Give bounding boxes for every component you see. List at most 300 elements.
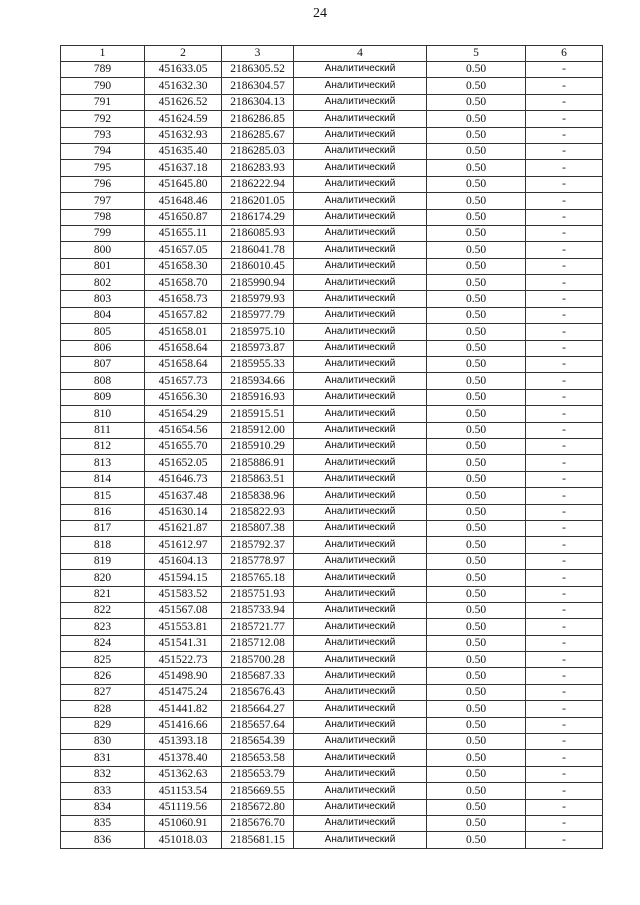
cell-y-coordinate: 2185807.38 (222, 520, 294, 536)
cell-y-coordinate: 2185822.93 (222, 504, 294, 520)
cell-accuracy: 0.50 (427, 471, 526, 487)
cell-accuracy: 0.50 (427, 307, 526, 323)
cell-y-coordinate: 2186304.57 (222, 78, 294, 94)
cell-point-number: 799 (61, 225, 145, 241)
cell-y-coordinate: 2186010.45 (222, 258, 294, 274)
cell-accuracy: 0.50 (427, 258, 526, 274)
column-header-y-coordinate: 3 (222, 46, 294, 62)
cell-y-coordinate: 2185886.91 (222, 455, 294, 471)
cell-accuracy: 0.50 (427, 717, 526, 733)
table-row (61, 94, 603, 110)
table-row (61, 143, 603, 159)
table-row (61, 766, 603, 782)
cell-method: Аналитический (294, 324, 427, 340)
cell-x-coordinate: 451637.18 (145, 160, 222, 176)
cell-y-coordinate: 2185778.97 (222, 553, 294, 569)
cell-x-coordinate: 451630.14 (145, 504, 222, 520)
cell-method: Аналитический (294, 553, 427, 569)
cell-y-coordinate: 2185934.66 (222, 373, 294, 389)
table-row (61, 783, 603, 799)
cell-method: Аналитический (294, 799, 427, 815)
cell-accuracy: 0.50 (427, 275, 526, 291)
table-row (61, 258, 603, 274)
table-row (61, 717, 603, 733)
cell-method: Аналитический (294, 504, 427, 520)
cell-x-coordinate: 451060.91 (145, 815, 222, 831)
cell-method: Аналитический (294, 783, 427, 799)
cell-accuracy: 0.50 (427, 570, 526, 586)
cell-x-coordinate: 451498.90 (145, 668, 222, 684)
cell-point-number: 814 (61, 471, 145, 487)
cell-description: - (526, 357, 603, 373)
cell-method: Аналитический (294, 668, 427, 684)
table-row (61, 602, 603, 618)
table-row (61, 586, 603, 602)
cell-x-coordinate: 451393.18 (145, 734, 222, 750)
cell-method: Аналитический (294, 766, 427, 782)
table-row (61, 504, 603, 520)
cell-point-number: 815 (61, 488, 145, 504)
cell-accuracy: 0.50 (427, 734, 526, 750)
table-row (61, 340, 603, 356)
table-row (61, 619, 603, 635)
cell-y-coordinate: 2186085.93 (222, 225, 294, 241)
table-row (61, 111, 603, 127)
cell-x-coordinate: 451362.63 (145, 766, 222, 782)
cell-x-coordinate: 451522.73 (145, 652, 222, 668)
cell-x-coordinate: 451633.05 (145, 62, 222, 78)
cell-method: Аналитический (294, 225, 427, 241)
table-row (61, 553, 603, 569)
cell-x-coordinate: 451553.81 (145, 619, 222, 635)
cell-description: - (526, 471, 603, 487)
cell-method: Аналитический (294, 357, 427, 373)
cell-method: Аналитический (294, 602, 427, 618)
cell-point-number: 804 (61, 307, 145, 323)
cell-description: - (526, 111, 603, 127)
cell-y-coordinate: 2185955.33 (222, 357, 294, 373)
table-row (61, 799, 603, 815)
cell-description: - (526, 193, 603, 209)
cell-y-coordinate: 2186222.94 (222, 176, 294, 192)
cell-y-coordinate: 2185672.80 (222, 799, 294, 815)
cell-method: Аналитический (294, 209, 427, 225)
cell-description: - (526, 701, 603, 717)
cell-description: - (526, 422, 603, 438)
table-row (61, 389, 603, 405)
table-row (61, 209, 603, 225)
cell-x-coordinate: 451594.15 (145, 570, 222, 586)
cell-x-coordinate: 451658.73 (145, 291, 222, 307)
cell-description: - (526, 750, 603, 766)
cell-point-number: 825 (61, 652, 145, 668)
cell-x-coordinate: 451657.73 (145, 373, 222, 389)
cell-method: Аналитический (294, 717, 427, 733)
cell-description: - (526, 668, 603, 684)
cell-method: Аналитический (294, 78, 427, 94)
cell-method: Аналитический (294, 275, 427, 291)
table-row (61, 291, 603, 307)
cell-description: - (526, 438, 603, 454)
cell-y-coordinate: 2185669.55 (222, 783, 294, 799)
cell-y-coordinate: 2185910.29 (222, 438, 294, 454)
cell-y-coordinate: 2185654.39 (222, 734, 294, 750)
cell-description: - (526, 373, 603, 389)
cell-x-coordinate: 451604.13 (145, 553, 222, 569)
cell-description: - (526, 127, 603, 143)
table-row (61, 684, 603, 700)
table-row (61, 570, 603, 586)
table-row (61, 127, 603, 143)
cell-method: Аналитический (294, 684, 427, 700)
cell-point-number: 818 (61, 537, 145, 553)
cell-x-coordinate: 451648.46 (145, 193, 222, 209)
table-row (61, 701, 603, 717)
cell-method: Аналитический (294, 537, 427, 553)
cell-accuracy: 0.50 (427, 586, 526, 602)
cell-point-number: 832 (61, 766, 145, 782)
cell-y-coordinate: 2186285.03 (222, 143, 294, 159)
cell-accuracy: 0.50 (427, 783, 526, 799)
cell-accuracy: 0.50 (427, 373, 526, 389)
cell-accuracy: 0.50 (427, 635, 526, 651)
cell-y-coordinate: 2185733.94 (222, 602, 294, 618)
column-header-description: 6 (526, 46, 603, 62)
cell-accuracy: 0.50 (427, 340, 526, 356)
cell-method: Аналитический (294, 406, 427, 422)
cell-point-number: 791 (61, 94, 145, 110)
cell-accuracy: 0.50 (427, 750, 526, 766)
cell-x-coordinate: 451652.05 (145, 455, 222, 471)
table-row (61, 652, 603, 668)
table-row (61, 668, 603, 684)
cell-point-number: 828 (61, 701, 145, 717)
cell-x-coordinate: 451632.30 (145, 78, 222, 94)
cell-point-number: 805 (61, 324, 145, 340)
cell-x-coordinate: 451378.40 (145, 750, 222, 766)
table-row (61, 62, 603, 78)
cell-method: Аналитический (294, 471, 427, 487)
cell-accuracy: 0.50 (427, 324, 526, 340)
cell-description: - (526, 586, 603, 602)
cell-point-number: 790 (61, 78, 145, 94)
cell-method: Аналитический (294, 127, 427, 143)
cell-description: - (526, 455, 603, 471)
cell-x-coordinate: 451567.08 (145, 602, 222, 618)
cell-method: Аналитический (294, 176, 427, 192)
cell-description: - (526, 684, 603, 700)
cell-accuracy: 0.50 (427, 602, 526, 618)
column-header-point-number: 1 (61, 46, 145, 62)
cell-description: - (526, 734, 603, 750)
cell-x-coordinate: 451654.56 (145, 422, 222, 438)
cell-description: - (526, 406, 603, 422)
cell-point-number: 820 (61, 570, 145, 586)
cell-accuracy: 0.50 (427, 225, 526, 241)
cell-y-coordinate: 2186041.78 (222, 242, 294, 258)
table-row (61, 635, 603, 651)
cell-method: Аналитический (294, 635, 427, 651)
cell-description: - (526, 62, 603, 78)
cell-x-coordinate: 451656.30 (145, 389, 222, 405)
table-row (61, 520, 603, 536)
cell-y-coordinate: 2185838.96 (222, 488, 294, 504)
cell-point-number: 797 (61, 193, 145, 209)
cell-method: Аналитический (294, 701, 427, 717)
cell-point-number: 813 (61, 455, 145, 471)
table-row (61, 225, 603, 241)
cell-y-coordinate: 2185751.93 (222, 586, 294, 602)
cell-method: Аналитический (294, 94, 427, 110)
cell-x-coordinate: 451645.80 (145, 176, 222, 192)
table-row (61, 357, 603, 373)
cell-description: - (526, 340, 603, 356)
cell-point-number: 824 (61, 635, 145, 651)
cell-accuracy: 0.50 (427, 488, 526, 504)
cell-x-coordinate: 451655.70 (145, 438, 222, 454)
cell-y-coordinate: 2185915.51 (222, 406, 294, 422)
table-row (61, 307, 603, 323)
table-row (61, 438, 603, 454)
cell-x-coordinate: 451658.64 (145, 340, 222, 356)
cell-accuracy: 0.50 (427, 406, 526, 422)
cell-x-coordinate: 451583.52 (145, 586, 222, 602)
cell-point-number: 829 (61, 717, 145, 733)
cell-point-number: 823 (61, 619, 145, 635)
cell-accuracy: 0.50 (427, 553, 526, 569)
cell-description: - (526, 242, 603, 258)
cell-description: - (526, 799, 603, 815)
cell-method: Аналитический (294, 832, 427, 848)
cell-method: Аналитический (294, 520, 427, 536)
cell-y-coordinate: 2185979.93 (222, 291, 294, 307)
cell-x-coordinate: 451654.29 (145, 406, 222, 422)
cell-point-number: 819 (61, 553, 145, 569)
cell-x-coordinate: 451626.52 (145, 94, 222, 110)
cell-description: - (526, 275, 603, 291)
page-number: 24 (313, 6, 327, 21)
cell-description: - (526, 94, 603, 110)
cell-x-coordinate: 451119.56 (145, 799, 222, 815)
table-row (61, 275, 603, 291)
cell-method: Аналитический (294, 111, 427, 127)
cell-y-coordinate: 2186286.85 (222, 111, 294, 127)
table-row (61, 324, 603, 340)
cell-description: - (526, 176, 603, 192)
cell-description: - (526, 78, 603, 94)
cell-point-number: 835 (61, 815, 145, 831)
cell-accuracy: 0.50 (427, 160, 526, 176)
cell-point-number: 794 (61, 143, 145, 159)
cell-accuracy: 0.50 (427, 422, 526, 438)
cell-description: - (526, 783, 603, 799)
cell-description: - (526, 717, 603, 733)
cell-accuracy: 0.50 (427, 619, 526, 635)
cell-y-coordinate: 2185916.93 (222, 389, 294, 405)
table-row (61, 78, 603, 94)
cell-method: Аналитический (294, 389, 427, 405)
cell-y-coordinate: 2185765.18 (222, 570, 294, 586)
cell-point-number: 793 (61, 127, 145, 143)
cell-point-number: 812 (61, 438, 145, 454)
table-row (61, 488, 603, 504)
cell-x-coordinate: 451657.05 (145, 242, 222, 258)
cell-description: - (526, 635, 603, 651)
cell-y-coordinate: 2185681.15 (222, 832, 294, 848)
cell-point-number: 795 (61, 160, 145, 176)
coordinates-table (60, 45, 603, 849)
cell-accuracy: 0.50 (427, 357, 526, 373)
cell-description: - (526, 619, 603, 635)
cell-point-number: 792 (61, 111, 145, 127)
cell-accuracy: 0.50 (427, 684, 526, 700)
cell-point-number: 803 (61, 291, 145, 307)
cell-method: Аналитический (294, 143, 427, 159)
table-body (61, 62, 603, 849)
table-row (61, 160, 603, 176)
cell-point-number: 800 (61, 242, 145, 258)
cell-x-coordinate: 451637.48 (145, 488, 222, 504)
cell-accuracy: 0.50 (427, 111, 526, 127)
cell-x-coordinate: 451632.93 (145, 127, 222, 143)
cell-accuracy: 0.50 (427, 193, 526, 209)
cell-x-coordinate: 451621.87 (145, 520, 222, 536)
cell-method: Аналитический (294, 750, 427, 766)
cell-description: - (526, 258, 603, 274)
cell-description: - (526, 553, 603, 569)
cell-accuracy: 0.50 (427, 291, 526, 307)
table-row (61, 455, 603, 471)
table-row (61, 422, 603, 438)
cell-x-coordinate: 451658.64 (145, 357, 222, 373)
cell-method: Аналитический (294, 815, 427, 831)
cell-x-coordinate: 451541.31 (145, 635, 222, 651)
cell-accuracy: 0.50 (427, 242, 526, 258)
cell-description: - (526, 504, 603, 520)
cell-x-coordinate: 451441.82 (145, 701, 222, 717)
cell-method: Аналитический (294, 438, 427, 454)
column-header-x-coordinate: 2 (145, 46, 222, 62)
cell-x-coordinate: 451650.87 (145, 209, 222, 225)
cell-point-number: 836 (61, 832, 145, 848)
cell-accuracy: 0.50 (427, 143, 526, 159)
cell-point-number: 796 (61, 176, 145, 192)
cell-x-coordinate: 451416.66 (145, 717, 222, 733)
cell-method: Аналитический (294, 258, 427, 274)
cell-y-coordinate: 2185973.87 (222, 340, 294, 356)
cell-x-coordinate: 451655.11 (145, 225, 222, 241)
cell-description: - (526, 324, 603, 340)
cell-description: - (526, 307, 603, 323)
table-row (61, 537, 603, 553)
cell-point-number: 811 (61, 422, 145, 438)
cell-point-number: 808 (61, 373, 145, 389)
cell-x-coordinate: 451658.30 (145, 258, 222, 274)
cell-description: - (526, 766, 603, 782)
cell-description: - (526, 520, 603, 536)
cell-x-coordinate: 451475.24 (145, 684, 222, 700)
cell-x-coordinate: 451153.54 (145, 783, 222, 799)
cell-description: - (526, 537, 603, 553)
cell-description: - (526, 488, 603, 504)
cell-x-coordinate: 451612.97 (145, 537, 222, 553)
cell-y-coordinate: 2185712.08 (222, 635, 294, 651)
cell-accuracy: 0.50 (427, 520, 526, 536)
cell-y-coordinate: 2185975.10 (222, 324, 294, 340)
cell-accuracy: 0.50 (427, 668, 526, 684)
cell-point-number: 809 (61, 389, 145, 405)
cell-method: Аналитический (294, 291, 427, 307)
table-row (61, 242, 603, 258)
cell-description: - (526, 160, 603, 176)
cell-accuracy: 0.50 (427, 438, 526, 454)
table-row (61, 750, 603, 766)
cell-x-coordinate: 451624.59 (145, 111, 222, 127)
cell-y-coordinate: 2185792.37 (222, 537, 294, 553)
cell-x-coordinate: 451635.40 (145, 143, 222, 159)
cell-description: - (526, 602, 603, 618)
table-row (61, 373, 603, 389)
cell-point-number: 807 (61, 357, 145, 373)
cell-point-number: 798 (61, 209, 145, 225)
cell-point-number: 834 (61, 799, 145, 815)
cell-description: - (526, 570, 603, 586)
cell-x-coordinate: 451658.01 (145, 324, 222, 340)
cell-y-coordinate: 2185657.64 (222, 717, 294, 733)
cell-y-coordinate: 2185687.33 (222, 668, 294, 684)
cell-method: Аналитический (294, 242, 427, 258)
cell-point-number: 810 (61, 406, 145, 422)
cell-method: Аналитический (294, 488, 427, 504)
cell-point-number: 817 (61, 520, 145, 536)
cell-point-number: 821 (61, 586, 145, 602)
table-row (61, 832, 603, 848)
cell-method: Аналитический (294, 160, 427, 176)
cell-y-coordinate: 2186305.52 (222, 62, 294, 78)
cell-y-coordinate: 2186304.13 (222, 94, 294, 110)
cell-method: Аналитический (294, 734, 427, 750)
table-row (61, 193, 603, 209)
cell-accuracy: 0.50 (427, 832, 526, 848)
cell-description: - (526, 291, 603, 307)
table-row (61, 176, 603, 192)
cell-accuracy: 0.50 (427, 455, 526, 471)
cell-point-number: 801 (61, 258, 145, 274)
cell-y-coordinate: 2185990.94 (222, 275, 294, 291)
cell-accuracy: 0.50 (427, 766, 526, 782)
cell-accuracy: 0.50 (427, 537, 526, 553)
cell-method: Аналитический (294, 340, 427, 356)
cell-y-coordinate: 2185700.28 (222, 652, 294, 668)
table-header-row (61, 46, 603, 62)
cell-accuracy: 0.50 (427, 127, 526, 143)
cell-point-number: 826 (61, 668, 145, 684)
cell-y-coordinate: 2185676.43 (222, 684, 294, 700)
cell-accuracy: 0.50 (427, 799, 526, 815)
cell-method: Аналитический (294, 652, 427, 668)
cell-x-coordinate: 451657.82 (145, 307, 222, 323)
cell-accuracy: 0.50 (427, 176, 526, 192)
cell-point-number: 789 (61, 62, 145, 78)
cell-method: Аналитический (294, 62, 427, 78)
cell-point-number: 827 (61, 684, 145, 700)
cell-description: - (526, 832, 603, 848)
cell-point-number: 830 (61, 734, 145, 750)
cell-y-coordinate: 2185676.70 (222, 815, 294, 831)
cell-y-coordinate: 2185863.51 (222, 471, 294, 487)
cell-method: Аналитический (294, 619, 427, 635)
cell-accuracy: 0.50 (427, 652, 526, 668)
